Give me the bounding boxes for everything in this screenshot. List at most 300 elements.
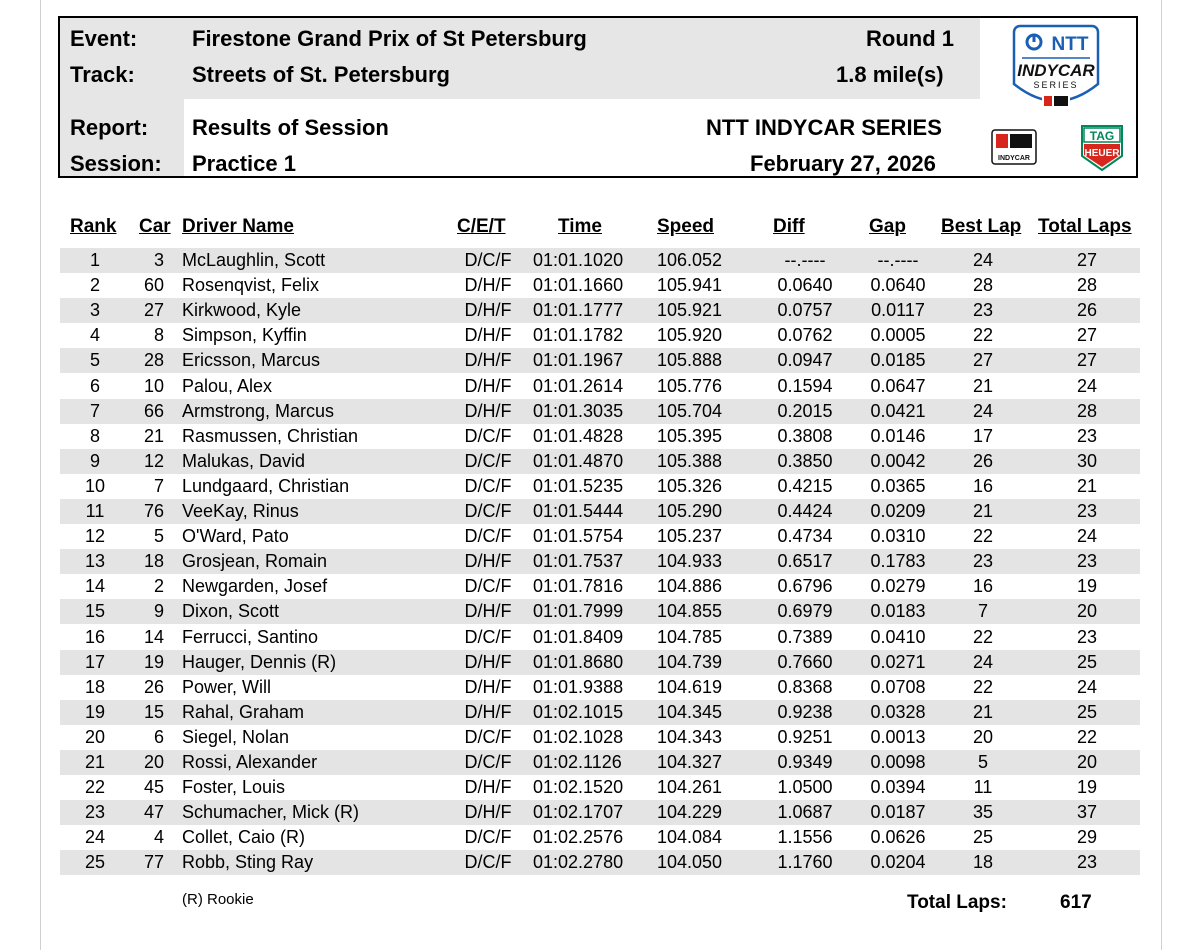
- cell-rank: 5: [89, 350, 100, 371]
- cell-rank: 23: [84, 802, 106, 823]
- cell-best: 5: [977, 752, 988, 772]
- cell-time: 01:01.3035: [533, 400, 624, 421]
- cell-diff: 0.6796: [777, 576, 833, 597]
- cell-cet: D/H/F: [464, 275, 512, 296]
- track-label: Track:: [70, 62, 135, 87]
- cell-diff: 0.4734: [777, 526, 833, 547]
- cell-speed: 105.290: [657, 501, 723, 521]
- cell-best: 17: [972, 425, 994, 446]
- table-row: [60, 825, 1140, 850]
- cell-best: 23: [972, 300, 994, 321]
- cell-speed: 105.921: [657, 300, 723, 321]
- cell-diff: 0.3850: [777, 450, 833, 471]
- cell-time: 01:01.7537: [533, 551, 624, 572]
- cell-driver: O'Ward, Pato: [182, 526, 289, 547]
- col-rank: Rank: [70, 216, 117, 237]
- cell-time: 01:01.7999: [533, 601, 624, 622]
- cell-time: 01:02.1707: [533, 802, 624, 823]
- cell-cet: D/C/F: [464, 250, 512, 270]
- cell-gap: 0.0640: [870, 275, 926, 296]
- cell-time: 01:01.8409: [533, 626, 624, 647]
- cell-time: 01:01.7816: [533, 576, 624, 597]
- cell-speed: 104.933: [657, 551, 723, 572]
- cell-time: 01:02.2780: [533, 852, 624, 873]
- logo-area: [980, 18, 1136, 176]
- cell-total: 28: [1076, 275, 1098, 296]
- cell-cet: D/C/F: [464, 852, 512, 873]
- cell-speed: 105.920: [657, 325, 723, 346]
- cell-gap: 0.0209: [870, 501, 926, 521]
- cell-best: 22: [972, 626, 994, 647]
- event-label: Event:: [70, 26, 138, 51]
- table-row: [60, 800, 1140, 825]
- cell-speed: 105.237: [657, 526, 723, 547]
- cell-diff: 1.0687: [777, 802, 833, 823]
- cell-rank: 2: [89, 275, 100, 296]
- cell-car: 45: [143, 777, 164, 798]
- series-name: NTT INDYCAR SERIES: [706, 115, 942, 140]
- cell-driver: Schumacher, Mick (R): [182, 802, 360, 823]
- cell-speed: 104.345: [657, 701, 723, 722]
- cell-total: 19: [1076, 576, 1098, 597]
- cell-rank: 24: [84, 827, 106, 848]
- table-row: [60, 449, 1140, 474]
- cell-gap: 0.0117: [871, 300, 925, 321]
- cell-total: 23: [1076, 501, 1098, 521]
- cell-car: 2: [153, 576, 164, 597]
- table-row: [60, 850, 1140, 875]
- cell-best: 27: [972, 350, 994, 371]
- cell-cet: D/C/F: [464, 501, 512, 521]
- cell-car: 6: [153, 726, 164, 747]
- cell-total: 37: [1076, 802, 1098, 823]
- report-name: Results of Session: [192, 115, 389, 140]
- total-laps-value: 617: [1060, 892, 1092, 913]
- cell-total: 23: [1076, 626, 1098, 647]
- tag-wordmark: TAG: [1089, 129, 1115, 143]
- table-row: [60, 424, 1140, 449]
- cell-gap: 0.0328: [870, 701, 926, 722]
- cell-gap: 0.0005: [870, 325, 926, 346]
- cell-cet: D/C/F: [464, 827, 512, 848]
- cell-best: 16: [972, 576, 994, 597]
- cell-diff: 0.0947: [777, 350, 833, 371]
- cell-cet: D/C/F: [464, 526, 512, 547]
- table-row: [60, 348, 1140, 373]
- cell-diff: 0.6979: [777, 601, 833, 622]
- round: Round 1: [866, 26, 954, 51]
- cell-rank: 19: [84, 701, 106, 722]
- cell-gap: --.----: [877, 250, 919, 270]
- cell-cet: D/H/F: [464, 777, 512, 798]
- cell-total: 20: [1076, 752, 1098, 772]
- table-row: [60, 399, 1140, 424]
- cell-total: 19: [1076, 777, 1098, 798]
- cell-gap: 0.0271: [870, 651, 926, 672]
- cell-driver: Ericsson, Marcus: [182, 350, 321, 371]
- cell-speed: 104.084: [657, 827, 723, 848]
- cell-diff: 0.2015: [777, 400, 833, 421]
- cell-driver: VeeKay, Rinus: [182, 501, 299, 521]
- cell-time: 01:01.1782: [533, 325, 624, 346]
- cell-diff: 0.3808: [777, 425, 833, 446]
- cell-car: 5: [153, 526, 164, 547]
- cell-speed: 104.261: [657, 777, 723, 798]
- ntt-indycar-logo: [980, 18, 1136, 176]
- cell-speed: 104.050: [657, 852, 723, 873]
- cell-driver: Grosjean, Romain: [182, 551, 328, 572]
- cell-best: 26: [972, 450, 994, 471]
- col-driver: Driver Name: [182, 216, 294, 237]
- cell-best: 22: [972, 676, 994, 697]
- cell-total: 21: [1076, 475, 1098, 496]
- cell-car: 26: [143, 676, 164, 697]
- cell-gap: 0.1783: [870, 551, 926, 572]
- cell-rank: 4: [89, 325, 100, 346]
- table-row: [60, 248, 1140, 273]
- cell-time: 01:01.1967: [533, 350, 624, 371]
- cell-total: 30: [1076, 450, 1098, 471]
- cell-driver: Power, Will: [182, 676, 272, 697]
- cell-gap: 0.0183: [870, 601, 926, 622]
- cell-best: 22: [972, 526, 994, 547]
- cell-rank: 15: [84, 601, 106, 622]
- cell-time: 01:02.1028: [533, 726, 624, 747]
- cell-rank: 21: [84, 752, 106, 772]
- cell-rank: 9: [89, 450, 100, 471]
- cell-diff: 1.1760: [777, 852, 833, 873]
- cell-rank: 10: [84, 475, 106, 496]
- cell-rank: 3: [89, 300, 100, 321]
- col-diff: Diff: [773, 216, 805, 237]
- cell-driver: Armstrong, Marcus: [182, 400, 335, 421]
- cell-time: 01:01.4870: [533, 450, 624, 471]
- col-speed: Speed: [657, 216, 715, 237]
- cell-time: 01:01.8680: [533, 651, 624, 672]
- cell-best: 22: [972, 325, 994, 346]
- cell-rank: 12: [84, 526, 106, 547]
- cell-car: 8: [153, 325, 164, 346]
- cell-driver: Siegel, Nolan: [182, 726, 290, 747]
- col-time: Time: [558, 216, 603, 237]
- table-row: [60, 625, 1140, 650]
- cell-speed: 104.619: [657, 676, 723, 697]
- cell-best: 24: [972, 400, 994, 421]
- cell-driver: Dixon, Scott: [182, 601, 280, 622]
- cell-cet: D/H/F: [464, 400, 512, 421]
- cell-speed: 105.941: [657, 275, 723, 296]
- cell-total: 20: [1076, 601, 1098, 622]
- cell-car: 18: [143, 551, 164, 572]
- table-row: [60, 499, 1140, 524]
- cell-total: 23: [1076, 852, 1098, 873]
- cell-cet: D/H/F: [464, 300, 512, 321]
- cell-gap: 0.0013: [870, 726, 926, 747]
- cell-car: 20: [143, 752, 164, 772]
- cell-diff: 0.0640: [777, 275, 833, 296]
- cell-time: 01:01.5444: [533, 501, 624, 521]
- tag-heuer-logo: [1082, 126, 1122, 170]
- cell-driver: Palou, Alex: [182, 375, 273, 396]
- table-row: [60, 650, 1140, 675]
- cell-diff: 0.9238: [777, 701, 833, 722]
- cell-diff: 0.9251: [777, 726, 833, 747]
- cell-total: 27: [1076, 350, 1098, 371]
- cell-driver: Rasmussen, Christian: [182, 425, 359, 446]
- cell-driver: Lundgaard, Christian: [182, 475, 350, 496]
- cell-best: 20: [972, 726, 994, 747]
- cell-time: 01:01.1777: [533, 300, 624, 321]
- cell-car: 4: [153, 827, 164, 848]
- cell-speed: 105.326: [657, 475, 723, 496]
- table-row: [60, 273, 1140, 298]
- cell-car: 9: [153, 601, 164, 622]
- cell-gap: 0.0410: [870, 626, 926, 647]
- cell-total: 22: [1076, 726, 1098, 747]
- cell-cet: D/C/F: [464, 726, 512, 747]
- cell-rank: 25: [84, 852, 106, 873]
- cell-driver: Kirkwood, Kyle: [182, 300, 302, 321]
- cell-cet: D/H/F: [464, 802, 512, 823]
- table-row: [60, 599, 1140, 624]
- cell-speed: 104.785: [657, 626, 723, 647]
- cell-car: 14: [143, 626, 164, 647]
- cell-cet: D/C/F: [464, 450, 512, 471]
- cell-time: 01:01.9388: [533, 676, 624, 697]
- cell-speed: 105.888: [657, 350, 723, 371]
- table-row: [60, 549, 1140, 574]
- col-total-laps: Total Laps: [1038, 216, 1132, 237]
- cell-rank: 22: [84, 777, 106, 798]
- table-row: [60, 298, 1140, 323]
- cell-rank: 14: [84, 576, 106, 597]
- heuer-wordmark: HEUER: [1084, 148, 1120, 159]
- cell-driver: Ferrucci, Santino: [182, 626, 319, 647]
- cell-best: 21: [972, 701, 994, 722]
- cell-best: 18: [972, 852, 994, 873]
- cell-speed: 104.855: [657, 601, 723, 622]
- cell-best: 24: [972, 250, 994, 270]
- cell-time: 01:01.4828: [533, 425, 624, 446]
- track-name: Streets of St. Petersburg: [192, 62, 450, 87]
- table-row: [60, 700, 1140, 725]
- cell-diff: 1.0500: [777, 777, 833, 798]
- session-header: [58, 16, 1138, 178]
- cell-speed: 104.327: [657, 752, 723, 772]
- col-cet: C/E/T: [457, 216, 506, 237]
- table-row: [60, 323, 1140, 348]
- cell-best: 23: [972, 551, 994, 572]
- cell-diff: --.----: [784, 250, 826, 270]
- cell-rank: 18: [84, 676, 106, 697]
- cell-driver: Newgarden, Josef: [182, 576, 328, 597]
- cell-driver: McLaughlin, Scott: [182, 250, 326, 270]
- cell-diff: 0.1594: [777, 375, 833, 396]
- cell-total: 24: [1076, 526, 1098, 547]
- cell-rank: 8: [89, 425, 100, 446]
- cell-gap: 0.0279: [870, 576, 926, 597]
- cell-driver: Robb, Sting Ray: [182, 852, 314, 873]
- cell-car: 15: [143, 701, 164, 722]
- cell-diff: 0.9349: [777, 752, 833, 772]
- col-best-lap: Best Lap: [941, 216, 1022, 237]
- table-row: [60, 675, 1140, 700]
- cell-driver: Rahal, Graham: [182, 701, 305, 722]
- series-wordmark: SERIES: [1033, 80, 1079, 90]
- cell-gap: 0.0146: [870, 425, 926, 446]
- cell-best: 7: [977, 601, 988, 622]
- cell-best: 21: [972, 375, 994, 396]
- cell-cet: D/H/F: [464, 701, 512, 722]
- track-length: 1.8 mile(s): [836, 62, 944, 87]
- cell-cet: D/H/F: [464, 601, 512, 622]
- indycar-small-logo: [992, 130, 1036, 164]
- cell-cet: D/C/F: [464, 475, 512, 496]
- cell-time: 01:02.1015: [533, 701, 624, 722]
- cell-total: 28: [1076, 400, 1098, 421]
- cell-driver: Rosenqvist, Felix: [182, 275, 320, 296]
- cell-cet: D/C/F: [464, 626, 512, 647]
- cell-car: 3: [153, 250, 164, 270]
- cell-time: 01:01.1660: [533, 275, 624, 296]
- cell-driver: Hauger, Dennis (R): [182, 651, 337, 672]
- cell-time: 01:02.1126: [533, 752, 622, 772]
- cell-gap: 0.0042: [870, 450, 926, 471]
- cell-diff: 0.6517: [777, 551, 833, 572]
- cell-cet: D/H/F: [464, 551, 512, 572]
- cell-gap: 0.0187: [870, 802, 926, 823]
- event-name: Firestone Grand Prix of St Petersburg: [192, 26, 587, 51]
- total-laps-label: Total Laps:: [907, 892, 1007, 913]
- cell-diff: 0.8368: [777, 676, 833, 697]
- cell-rank: 7: [89, 400, 100, 421]
- cell-best: 11: [973, 777, 993, 798]
- cell-total: 29: [1076, 827, 1098, 848]
- cell-car: 10: [143, 375, 164, 396]
- cell-total: 24: [1076, 375, 1098, 396]
- cell-speed: 105.776: [657, 375, 723, 396]
- table-row: [60, 574, 1140, 599]
- rookie-note: (R) Rookie: [182, 891, 254, 908]
- cell-total: 26: [1076, 300, 1098, 321]
- cell-rank: 6: [89, 375, 100, 396]
- cell-cet: D/C/F: [464, 425, 512, 446]
- cell-best: 24: [972, 651, 994, 672]
- cell-cet: D/H/F: [464, 375, 512, 396]
- cell-diff: 0.7389: [777, 626, 833, 647]
- cell-total: 24: [1076, 676, 1098, 697]
- cell-speed: 104.343: [657, 726, 723, 747]
- cell-car: 21: [143, 425, 164, 446]
- cell-gap: 0.0394: [870, 777, 926, 798]
- cell-car: 76: [143, 501, 164, 521]
- cell-gap: 0.0204: [870, 852, 926, 873]
- cell-diff: 1.1556: [777, 827, 833, 848]
- table-row: [60, 474, 1140, 499]
- cell-speed: 106.052: [657, 250, 723, 270]
- cell-car: 27: [143, 300, 164, 321]
- cell-cet: D/C/F: [464, 752, 512, 772]
- table-row: [60, 524, 1140, 549]
- indycar-small-wordmark: INDYCAR: [998, 155, 1030, 162]
- cell-total: 27: [1076, 250, 1098, 270]
- cell-best: 28: [972, 275, 994, 296]
- cell-best: 21: [972, 501, 994, 521]
- cell-car: 66: [143, 400, 164, 421]
- table-row: [60, 374, 1140, 399]
- cell-car: 47: [143, 802, 164, 823]
- ntt-wordmark: NTT: [1051, 34, 1089, 55]
- cell-cet: D/H/F: [464, 350, 512, 371]
- cell-rank: 17: [84, 651, 106, 672]
- cell-time: 01:02.2576: [533, 827, 624, 848]
- table-row: [60, 775, 1140, 800]
- cell-total: 25: [1076, 701, 1098, 722]
- cell-time: 01:01.2614: [533, 375, 624, 396]
- session-name: Practice 1: [192, 151, 296, 176]
- cell-cet: D/C/F: [464, 576, 512, 597]
- cell-gap: 0.0647: [870, 375, 926, 396]
- cell-best: 25: [972, 827, 994, 848]
- cell-car: 12: [143, 450, 164, 471]
- cell-time: 01:01.5235: [533, 475, 624, 496]
- cell-car: 77: [143, 852, 164, 873]
- cell-gap: 0.0185: [870, 350, 926, 371]
- table-row: [60, 725, 1140, 750]
- cell-best: 35: [972, 802, 994, 823]
- cell-diff: 0.7660: [777, 651, 833, 672]
- cell-driver: Collet, Caio (R): [182, 827, 306, 848]
- cell-gap: 0.0626: [870, 827, 926, 848]
- cell-rank: 11: [85, 501, 105, 521]
- cell-rank: 20: [84, 726, 106, 747]
- cell-speed: 104.739: [657, 651, 723, 672]
- cell-speed: 104.229: [657, 802, 723, 823]
- report-label: Report:: [70, 115, 149, 140]
- cell-diff: 0.4424: [777, 501, 833, 521]
- cell-driver: Foster, Louis: [182, 777, 286, 798]
- cell-cet: D/H/F: [464, 676, 512, 697]
- col-gap: Gap: [869, 216, 906, 237]
- cell-speed: 105.395: [657, 425, 723, 446]
- cell-car: 60: [143, 275, 164, 296]
- cell-cet: D/H/F: [464, 651, 512, 672]
- table-row: [60, 750, 1140, 775]
- cell-gap: 0.0098: [870, 752, 926, 772]
- indycar-wordmark: INDYCAR: [1017, 61, 1095, 80]
- cell-driver: Simpson, Kyffin: [182, 325, 307, 346]
- cell-total: 23: [1076, 551, 1098, 572]
- cell-diff: 0.0762: [777, 325, 833, 346]
- cell-speed: 105.704: [657, 400, 723, 421]
- cell-total: 25: [1076, 651, 1098, 672]
- cell-gap: 0.0708: [870, 676, 926, 697]
- cell-best: 16: [972, 475, 994, 496]
- col-car: Car: [139, 216, 171, 237]
- cell-gap: 0.0310: [870, 526, 926, 547]
- cell-gap: 0.0365: [870, 475, 926, 496]
- session-label: Session:: [70, 151, 162, 176]
- cell-time: 01:01.5754: [533, 526, 624, 547]
- cell-car: 19: [143, 651, 164, 672]
- cell-car: 28: [143, 350, 164, 371]
- cell-speed: 105.388: [657, 450, 723, 471]
- cell-total: 27: [1076, 325, 1098, 346]
- cell-time: 01:02.1520: [533, 777, 624, 798]
- cell-gap: 0.0421: [870, 400, 926, 421]
- cell-total: 23: [1076, 425, 1098, 446]
- cell-driver: Malukas, David: [182, 450, 306, 471]
